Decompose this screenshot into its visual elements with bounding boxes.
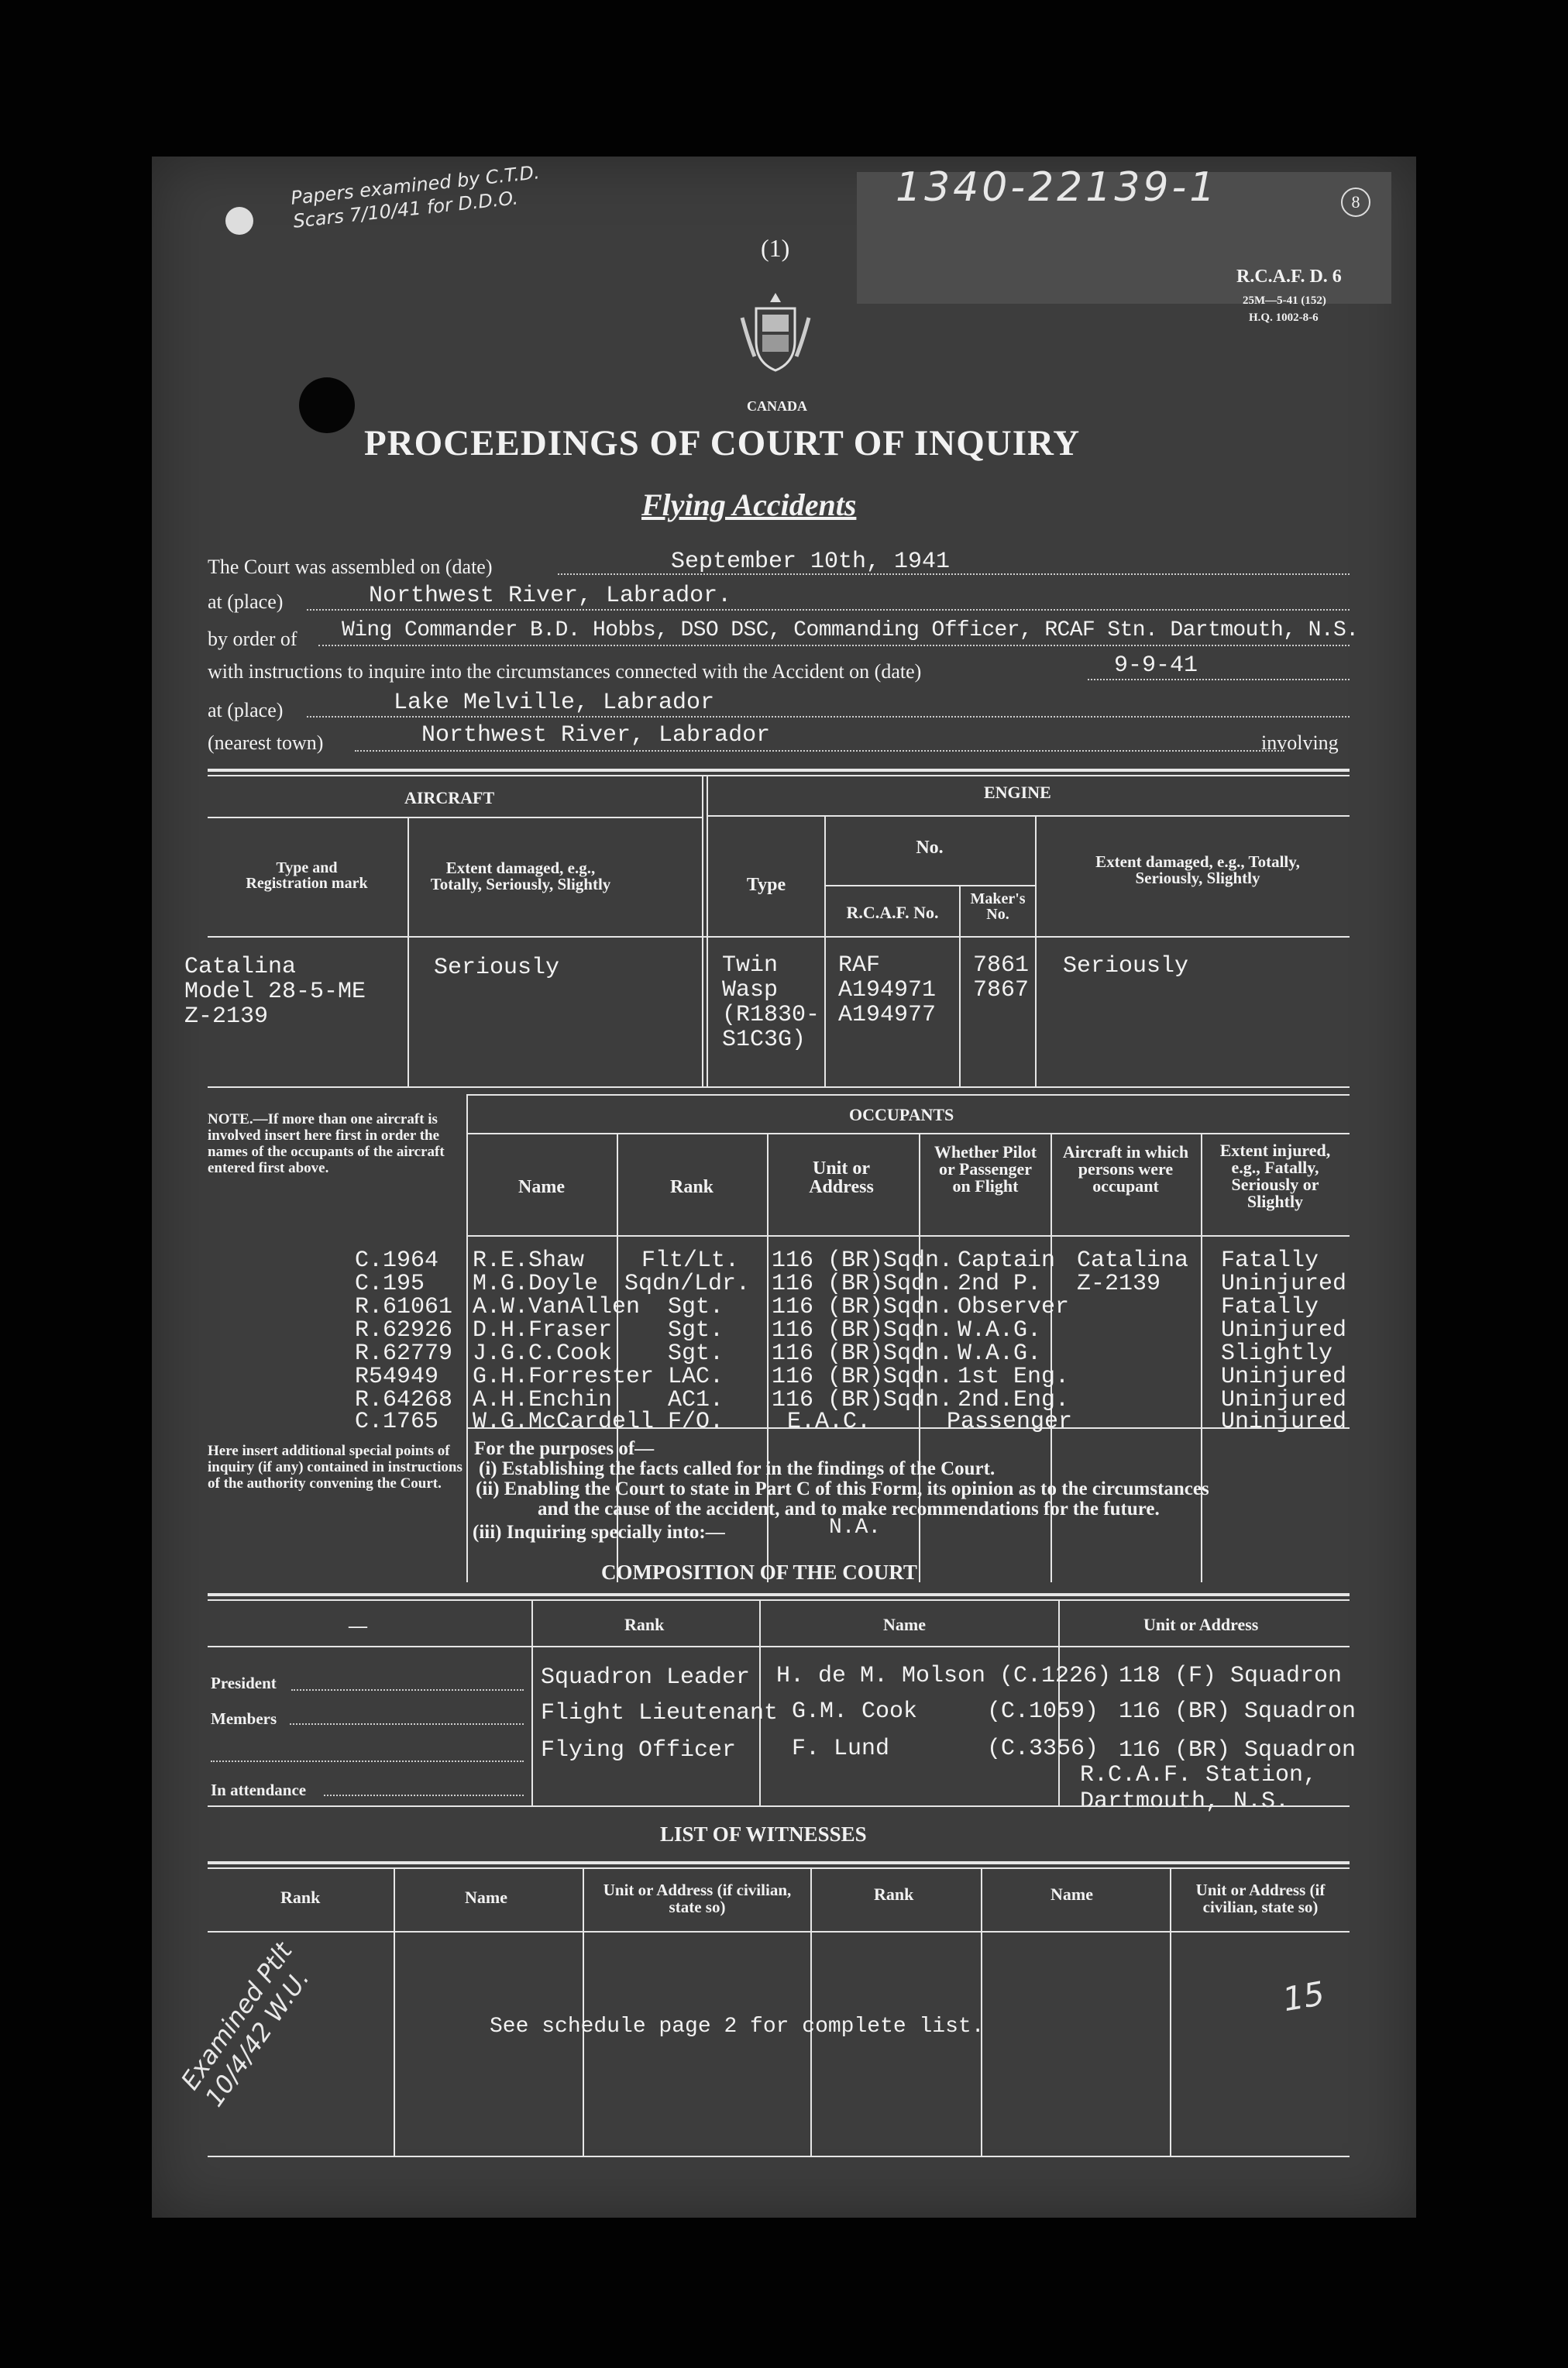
occupants-note: NOTE.—If more than one aircraft is involved insert here first in order the names of the occupants of the aircraft entered first above. xyxy=(208,1111,445,1176)
rule xyxy=(208,769,1350,772)
witness-col-rank2: Rank xyxy=(874,1884,914,1904)
aircraft-type-value: Catalina Model 28-5-ME Z-2139 xyxy=(184,954,366,1030)
col-aircraft-extent: Extent damaged, e.g., Totally, Seriously, Slightly xyxy=(430,859,611,893)
rcaf-no-value: RAF A194971 A194977 xyxy=(838,952,937,1028)
col-makers-no: Maker's No. xyxy=(970,890,1026,923)
rule xyxy=(208,1861,1350,1864)
rule xyxy=(394,1867,395,2156)
occupant-service-no: C.195 xyxy=(355,1271,425,1297)
rule xyxy=(707,775,708,1086)
form-page xyxy=(152,157,1416,2218)
handwritten-top-note: Papers examined by C.T.D. Scars 7/10/41 for D.D.O. xyxy=(289,161,541,232)
dotline xyxy=(307,609,1350,611)
rule xyxy=(208,1593,1350,1596)
occupant-unit: 116 (BR)Sqdn. xyxy=(772,1271,954,1297)
occupant-injury: Slightly xyxy=(1221,1341,1333,1367)
occupant-role: W.A.G. xyxy=(958,1317,1042,1344)
rule xyxy=(824,885,1035,886)
handwritten-bottom-note: Examined Ptlt 10/4/42 W.U. xyxy=(175,1936,315,2112)
occupant-service-no: R.62926 xyxy=(355,1317,453,1344)
circled-number xyxy=(1341,188,1370,217)
assembled-date-value: September 10th, 1941 xyxy=(671,549,951,575)
witness-col-rank: Rank xyxy=(280,1888,321,1907)
rule xyxy=(208,1867,1350,1869)
occupant-role: Captain xyxy=(958,1248,1056,1274)
purpose-iii-value: N.A. xyxy=(829,1516,882,1540)
rule xyxy=(208,1646,1350,1647)
col-occupant-name: Name xyxy=(518,1177,565,1197)
involving-label: involving xyxy=(1261,731,1339,754)
dotline xyxy=(307,716,1350,718)
purposes-side-note: Here insert additional special points of inquiry (if any) contained in instructions of the authority convening the Court. xyxy=(208,1443,462,1492)
member-rank: Flying Officer xyxy=(541,1737,737,1764)
occupant-service-no: R.61061 xyxy=(355,1294,453,1320)
occupant-name: W.G.McCardell xyxy=(473,1409,655,1435)
witness-col-name: Name xyxy=(465,1888,507,1907)
col-occupant-aircraft: Aircraft in which persons were occupant xyxy=(1062,1142,1189,1196)
occupant-rank: AC1. xyxy=(668,1387,724,1413)
col-type-registration: Type and Registration mark xyxy=(246,859,368,892)
occupant-unit: 116 (BR)Sqdn. xyxy=(772,1341,954,1367)
occupant-service-no: C.1765 xyxy=(355,1409,439,1435)
aircraft-header: AIRCRAFT xyxy=(404,788,495,807)
witness-col-unit: Unit or Address (if civilian, state so) xyxy=(603,1881,792,1916)
rule xyxy=(810,1867,812,2156)
member-unit: 118 (F) Squadron xyxy=(1119,1663,1343,1689)
occupant-unit: E.A.C. xyxy=(787,1409,872,1435)
rule xyxy=(1170,1867,1171,2156)
occupant-service-no: R.62779 xyxy=(355,1341,453,1367)
rule xyxy=(208,1931,1350,1933)
engine-type-value: Twin Wasp (R1830- S1C3G) xyxy=(722,952,820,1053)
occupants-header: OCCUPANTS xyxy=(849,1105,954,1124)
aircraft-damage-value: Seriously xyxy=(434,955,560,981)
occupant-role: Passenger xyxy=(947,1409,1073,1435)
purposes-intro: For the purposes of— xyxy=(474,1438,655,1459)
occupant-rank: Sqdn/Ldr. xyxy=(624,1271,751,1297)
composition-header: COMPOSITION OF THE COURT xyxy=(601,1561,917,1584)
occupant-unit: 116 (BR)Sqdn. xyxy=(772,1248,954,1274)
purpose-i: (i) Establishing the facts called for in the findings of the Court. xyxy=(479,1458,995,1479)
occupant-injury: Uninjured xyxy=(1221,1317,1347,1344)
rule xyxy=(208,1599,1350,1601)
occupant-service-no: R.64268 xyxy=(355,1387,453,1413)
rule xyxy=(531,1599,533,1805)
president-label: President xyxy=(211,1674,277,1692)
occupant-role: 1st Eng. xyxy=(958,1364,1070,1390)
member-rank: Flight Lieutenant xyxy=(541,1700,779,1726)
occupant-name: J.G.C.Cook xyxy=(473,1341,613,1367)
assembled-date-label: The Court was assembled on (date) xyxy=(208,556,493,578)
order-value: Wing Commander B.D. Hobbs, DSO DSC, Commanding Officer, RCAF Stn. Dartmouth, N.S. xyxy=(342,618,1359,642)
col-occupant-rank: Rank xyxy=(669,1177,714,1197)
dotline xyxy=(318,645,1350,646)
occupant-rank: Flt/Lt. xyxy=(641,1248,740,1274)
members-label: Members xyxy=(211,1709,277,1728)
makers-no-value: 7861 7867 xyxy=(973,952,1030,1003)
occupant-rank: Sgt. xyxy=(668,1341,724,1367)
occupant-service-no: C.1964 xyxy=(355,1248,439,1274)
occupant-role: W.A.G. xyxy=(958,1341,1042,1367)
occupant-unit: 116 (BR)Sqdn. xyxy=(772,1294,954,1320)
rule xyxy=(208,817,702,818)
dotline xyxy=(290,1723,524,1725)
occupant-rank: F/O. xyxy=(668,1409,724,1435)
occupant-injury: Fatally xyxy=(1221,1294,1319,1320)
occupant-name: A.W.VanAllen xyxy=(473,1294,641,1320)
occupant-role: Observer xyxy=(958,1294,1070,1320)
occupant-rank: Sgt. xyxy=(668,1294,724,1320)
rule xyxy=(583,1867,584,2156)
occupant-aircraft: Z-2139 xyxy=(1077,1271,1161,1297)
place-label: at (place) xyxy=(208,590,284,613)
rule xyxy=(208,775,1350,776)
town-value: Northwest River, Labrador xyxy=(421,722,771,749)
occupant-name: A.H.Enchin xyxy=(473,1387,613,1413)
rule xyxy=(466,1235,1350,1237)
purpose-ii: (ii) Enabling the Court to state in Part C of this Form, its opinion as to the circumstances xyxy=(476,1478,1209,1499)
col-rcaf-no: R.C.A.F. No. xyxy=(846,903,939,922)
rule xyxy=(981,1867,982,2156)
engine-header: ENGINE xyxy=(984,783,1051,802)
accident-place-label: at (place) xyxy=(208,699,284,721)
col-occupant-pilot: Whether Pilot or Passenger on Flight xyxy=(934,1142,1037,1196)
occupant-name: M.G.Doyle xyxy=(473,1271,599,1297)
order-label: by order of xyxy=(208,628,297,650)
witnesses-header: LIST OF WITNESSES xyxy=(660,1822,867,1846)
occupant-service-no: R54949 xyxy=(355,1364,439,1390)
composition-col-blank: — xyxy=(349,1616,367,1637)
dotline xyxy=(211,1761,524,1762)
occupant-aircraft: Catalina xyxy=(1077,1248,1189,1274)
punch-hole xyxy=(299,377,355,433)
accident-date: 9-9-41 xyxy=(1114,652,1198,679)
occupant-name: R.E.Shaw xyxy=(473,1248,585,1274)
rule xyxy=(208,1805,1350,1807)
accident-place-value: Lake Melville, Labrador xyxy=(394,690,715,716)
col-occupant-injury: Extent injured, e.g., Fatally, Seriously or Slightly xyxy=(1219,1141,1331,1211)
rule xyxy=(466,1427,1350,1429)
form-ref-line2: 25M—5-41 (152) xyxy=(1243,294,1326,307)
schedule-note: See schedule page 2 for complete list. xyxy=(490,2015,985,2039)
page-subtitle: Flying Accidents xyxy=(641,487,857,522)
occupant-name: G.H.Forrester xyxy=(473,1364,655,1390)
occupant-injury: Fatally xyxy=(1221,1248,1319,1274)
rule xyxy=(208,1086,1350,1088)
attendance-label: In attendance xyxy=(211,1781,307,1799)
occupant-rank: LAC. xyxy=(668,1364,724,1390)
witness-col-name2: Name xyxy=(1050,1884,1093,1904)
canada-crest-icon xyxy=(733,287,818,380)
occupant-unit: 116 (BR)Sqdn. xyxy=(772,1317,954,1344)
rule xyxy=(407,817,409,1086)
composition-col-name: Name xyxy=(883,1615,926,1634)
purpose-ii-cont: and the cause of the accident, and to make recommendations for the future. xyxy=(538,1499,1160,1520)
dotline xyxy=(1088,679,1350,680)
form-ref-line3: H.Q. 1002-8-6 xyxy=(1249,311,1319,324)
rule xyxy=(1201,1133,1202,1582)
dotline xyxy=(355,750,1284,752)
dotline xyxy=(324,1795,524,1796)
file-number: 1340-22139-1 xyxy=(896,164,1219,211)
town-label: (nearest town) xyxy=(208,731,324,754)
member-unit: 116 (BR) Squadron xyxy=(1119,1737,1357,1764)
occupant-injury: Uninjured xyxy=(1221,1409,1347,1435)
occupant-injury: Uninjured xyxy=(1221,1387,1347,1413)
composition-col-unit: Unit or Address xyxy=(1143,1615,1259,1634)
count-mark: 15 xyxy=(1280,1974,1328,2019)
witness-col-unit2: Unit or Address (if civilian, state so) xyxy=(1195,1881,1326,1916)
rule xyxy=(466,1094,1350,1096)
member-rank: Squadron Leader xyxy=(541,1664,751,1691)
rule xyxy=(208,936,1350,938)
occupant-injury: Uninjured xyxy=(1221,1364,1347,1390)
rule xyxy=(466,1133,1350,1134)
col-engine-type: Type xyxy=(746,875,786,895)
member-name: H. de M. Molson (C.1226) xyxy=(776,1663,1112,1689)
form-ref-line1: R.C.A.F. D. 6 xyxy=(1236,267,1342,287)
rule xyxy=(208,2156,1350,2157)
purpose-iii: (iii) Inquiring specially into:— xyxy=(473,1522,725,1543)
circled-number-text: 8 xyxy=(1351,192,1360,212)
occupant-name: D.H.Fraser xyxy=(473,1317,613,1344)
page-number: (1) xyxy=(761,234,790,262)
rule xyxy=(707,815,1350,817)
member-unit: 116 (BR) Squadron xyxy=(1119,1699,1357,1725)
dotline xyxy=(291,1689,524,1691)
page-title: PROCEEDINGS OF COURT OF INQUIRY xyxy=(364,423,1081,463)
occupant-rank: Sgt. xyxy=(668,1317,724,1344)
member-name: G.M. Cook (C.1059) xyxy=(792,1699,1099,1725)
occupant-unit: 116 (BR)Sqdn. xyxy=(772,1364,954,1390)
col-engine-no: No. xyxy=(916,838,944,858)
rule xyxy=(1035,815,1037,1086)
crest-label: CANADA xyxy=(747,398,807,414)
rule xyxy=(466,1094,468,1582)
engine-damage-value: Seriously xyxy=(1063,953,1189,979)
composition-col-rank: Rank xyxy=(624,1615,665,1634)
instructions-label: with instructions to inquire into the circumstances connected with the Accident on (date) xyxy=(208,660,922,683)
occupant-role: 2nd P. xyxy=(958,1271,1042,1297)
member-name: F. Lund (C.3356) xyxy=(792,1736,1099,1762)
rule xyxy=(702,775,703,1086)
punch-hole-top xyxy=(225,207,253,235)
occupant-role: 2nd.Eng. xyxy=(958,1387,1070,1413)
place-value: Northwest River, Labrador. xyxy=(369,583,732,609)
col-engine-extent: Extent damaged, e.g., Totally, Seriously, Slightly xyxy=(1095,852,1300,887)
member-unit-extra: R.C.A.F. Station, Dartmouth, N.S. xyxy=(1080,1762,1318,1815)
col-occupant-unit: Unit or Address xyxy=(809,1158,874,1197)
occupant-injury: Uninjured xyxy=(1221,1271,1347,1297)
occupant-unit: 116 (BR)Sqdn. xyxy=(772,1387,954,1413)
